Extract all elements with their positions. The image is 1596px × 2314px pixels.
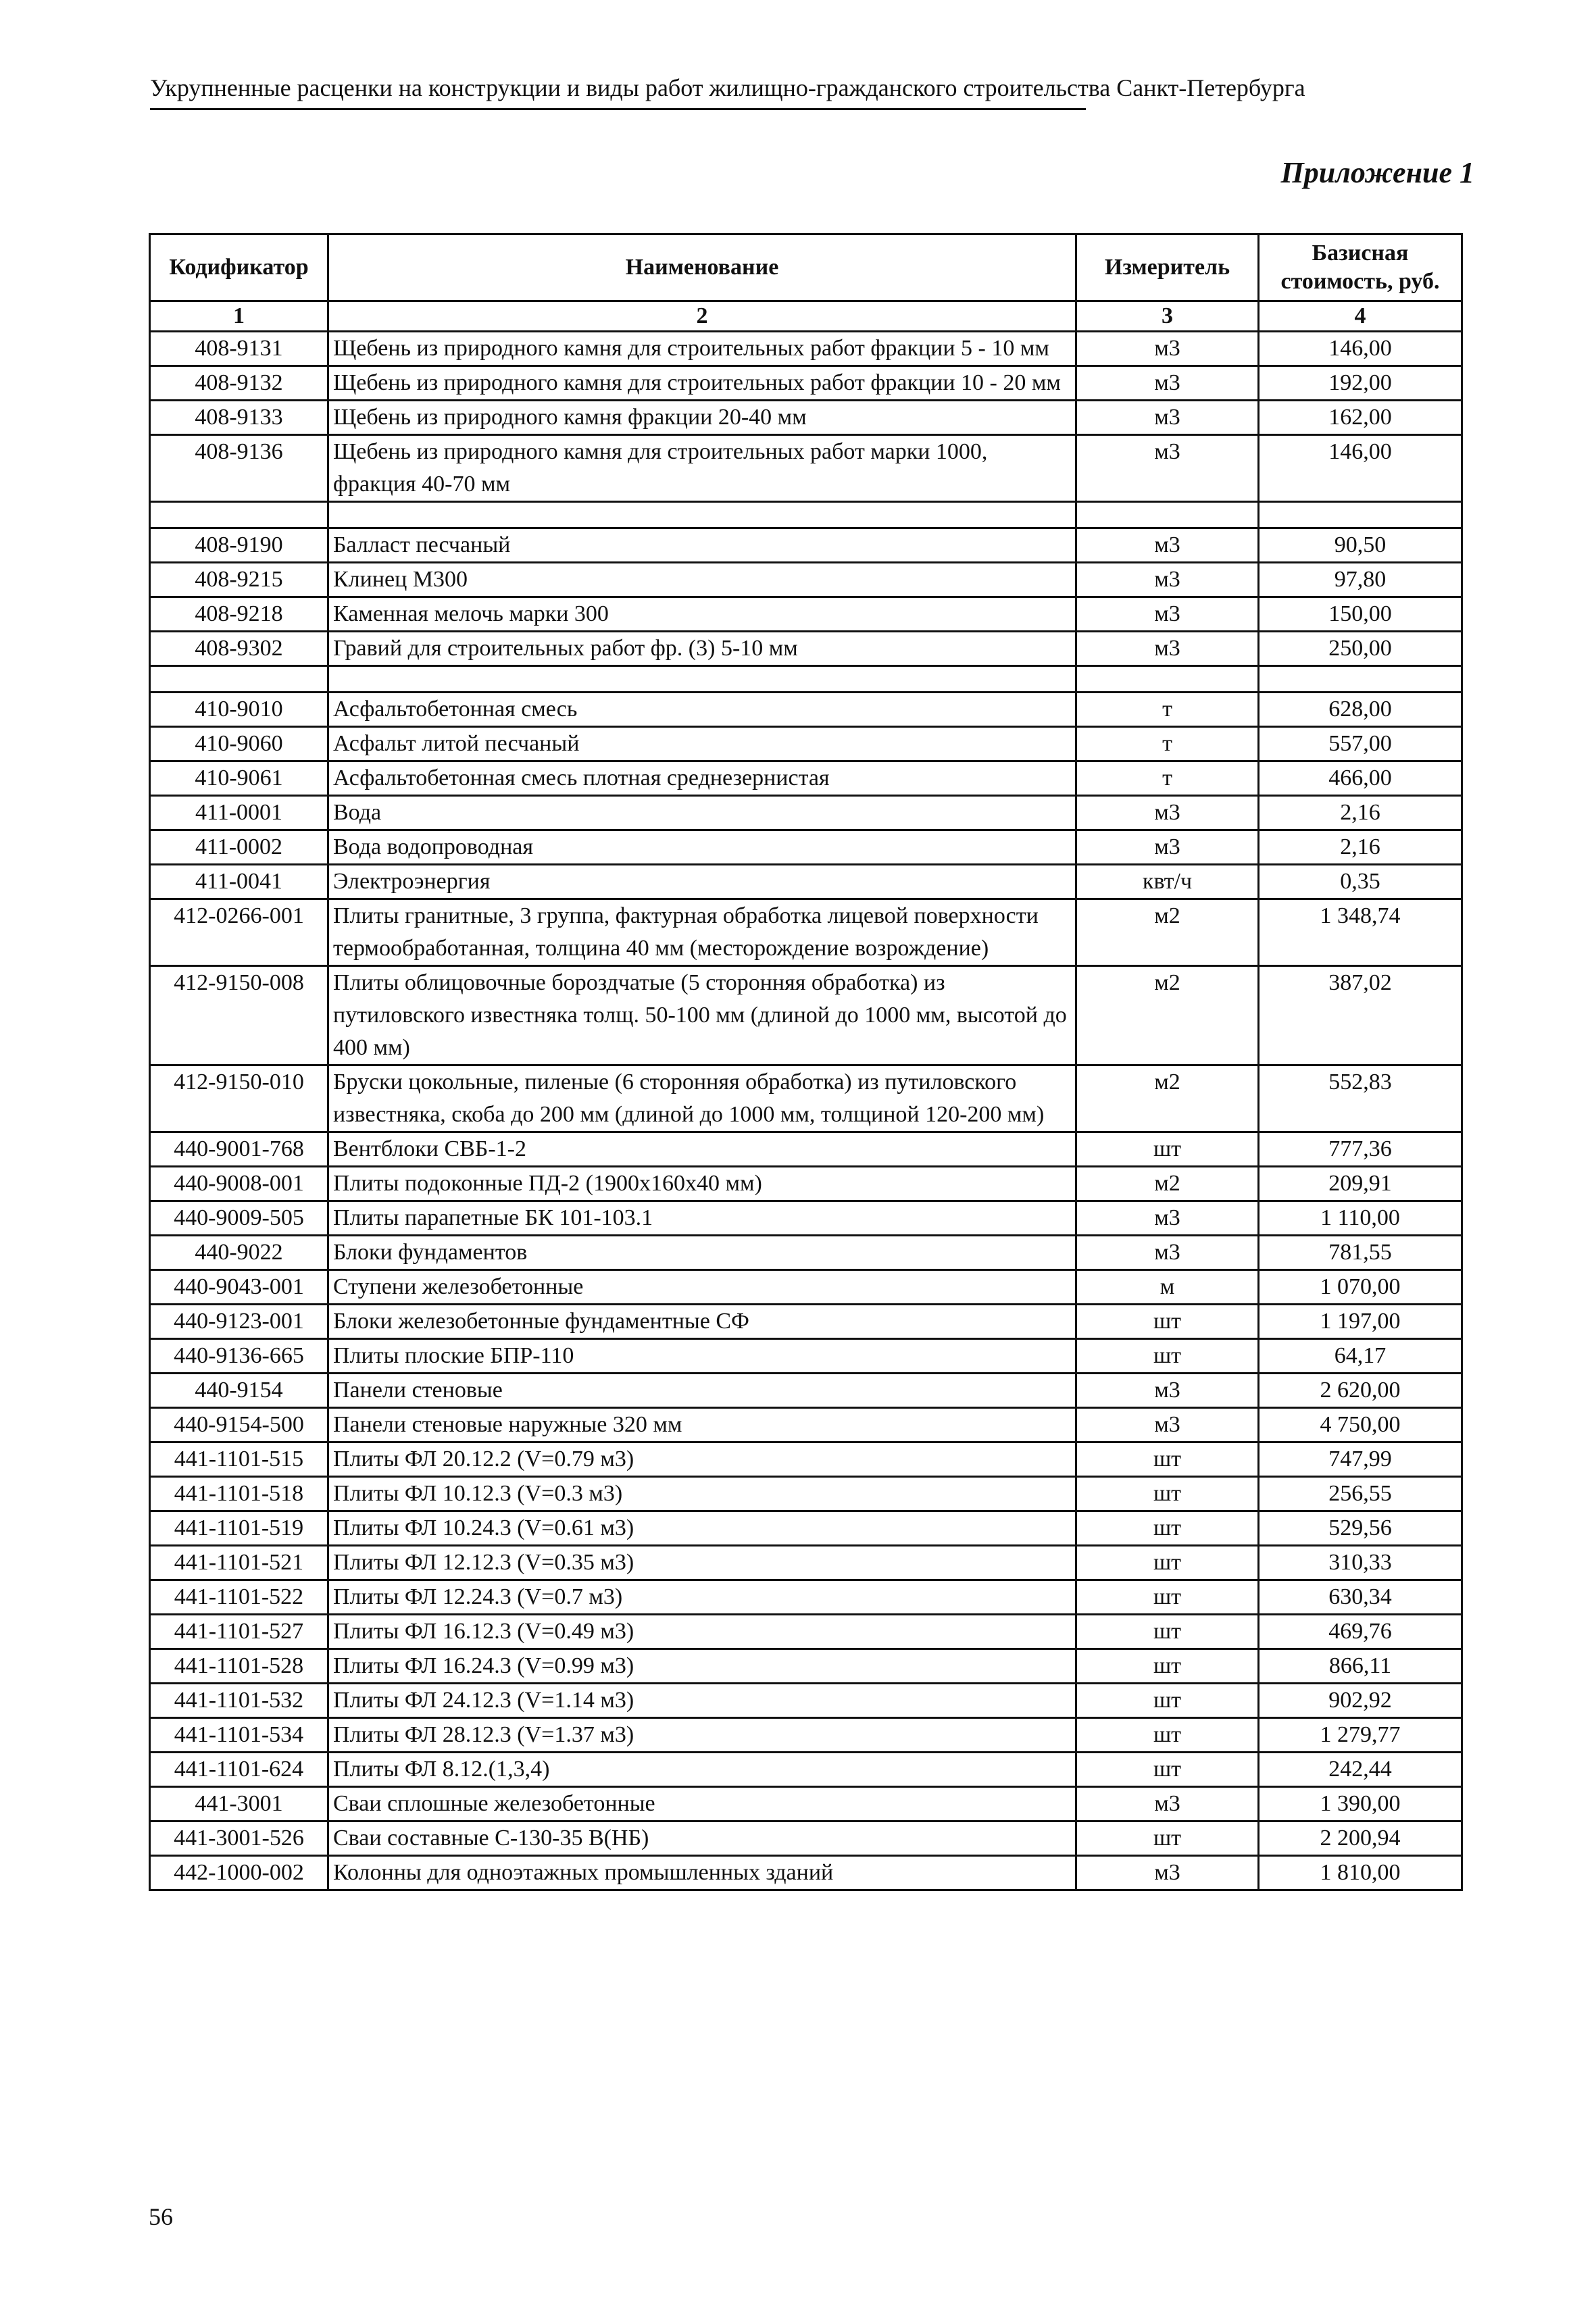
row-cost: 146,00 xyxy=(1259,435,1462,502)
row-name: Плиты ФЛ 16.24.3 (V=0.99 м3) xyxy=(328,1649,1076,1684)
row-unit: м3 xyxy=(1076,528,1259,563)
row-name: Вода xyxy=(328,796,1076,830)
empty-cell xyxy=(150,502,328,528)
table-row xyxy=(150,435,1462,502)
row-unit: м3 xyxy=(1076,1201,1259,1236)
row-name: Колонны для одноэтажных промышленных зданий xyxy=(328,1856,1076,1890)
table-row xyxy=(150,796,1462,830)
row-unit: шт xyxy=(1076,1339,1259,1374)
row-name: Асфальт литой песчаный xyxy=(328,727,1076,761)
row-unit: шт xyxy=(1076,1615,1259,1649)
column-header-name: Наименование xyxy=(328,234,1076,301)
row-cost: 2 200,94 xyxy=(1259,1821,1462,1856)
table-row xyxy=(150,865,1462,899)
row-name: Плиты ФЛ 24.12.3 (V=1.14 м3) xyxy=(328,1684,1076,1718)
row-code: 408-9218 xyxy=(150,597,328,632)
row-code: 441-1101-528 xyxy=(150,1649,328,1684)
row-unit: м3 xyxy=(1076,830,1259,865)
table-row xyxy=(150,966,1462,1065)
column-number: 1 xyxy=(150,301,328,332)
row-cost: 150,00 xyxy=(1259,597,1462,632)
table-row xyxy=(150,401,1462,435)
row-cost: 209,91 xyxy=(1259,1167,1462,1201)
row-code: 408-9190 xyxy=(150,528,328,563)
row-unit: шт xyxy=(1076,1580,1259,1615)
table-spacer-row xyxy=(150,502,1462,528)
row-code: 440-9154 xyxy=(150,1374,328,1408)
row-cost: 4 750,00 xyxy=(1259,1408,1462,1442)
table-row xyxy=(150,528,1462,563)
row-name: Асфальтобетонная смесь xyxy=(328,693,1076,727)
table-row xyxy=(150,727,1462,761)
row-cost: 146,00 xyxy=(1259,332,1462,366)
row-unit: м3 xyxy=(1076,332,1259,366)
row-cost: 466,00 xyxy=(1259,761,1462,796)
row-name: Щебень из природного камня для строительных работ фракции 10 - 20 мм xyxy=(328,366,1076,401)
row-name: Щебень из природного камня фракции 20-40 мм xyxy=(328,401,1076,435)
row-code: 408-9136 xyxy=(150,435,328,502)
row-cost: 529,56 xyxy=(1259,1511,1462,1546)
table-row xyxy=(150,1236,1462,1270)
row-name: Плиты ФЛ 12.24.3 (V=0.7 м3) xyxy=(328,1580,1076,1615)
row-cost: 1 390,00 xyxy=(1259,1787,1462,1821)
row-unit: шт xyxy=(1076,1684,1259,1718)
empty-cell xyxy=(1259,666,1462,693)
row-cost: 1 110,00 xyxy=(1259,1201,1462,1236)
row-name: Гравий для строительных работ фр. (3) 5-10 мм xyxy=(328,632,1076,666)
row-name: Блоки железобетонные фундаментные СФ xyxy=(328,1305,1076,1339)
table-row xyxy=(150,1339,1462,1374)
row-cost: 1 070,00 xyxy=(1259,1270,1462,1305)
row-cost: 866,11 xyxy=(1259,1649,1462,1684)
page-number: 56 xyxy=(149,2203,173,2230)
row-code: 411-0001 xyxy=(150,796,328,830)
row-code: 441-1101-624 xyxy=(150,1753,328,1787)
row-cost: 552,83 xyxy=(1259,1065,1462,1132)
table-row xyxy=(150,1065,1462,1132)
row-unit: шт xyxy=(1076,1511,1259,1546)
row-name: Плиты облицовочные бороздчатые (5 сторонняя обработка) из путиловского известняка толщ. 50-100 мм (длиной до 1000 мм, высотой до 400 мм) xyxy=(328,966,1076,1065)
row-unit: м2 xyxy=(1076,899,1259,966)
column-number: 3 xyxy=(1076,301,1259,332)
row-cost: 628,00 xyxy=(1259,693,1462,727)
table-row xyxy=(150,1477,1462,1511)
row-name: Сваи сплошные железобетонные xyxy=(328,1787,1076,1821)
row-unit: м3 xyxy=(1076,597,1259,632)
row-code: 442-1000-002 xyxy=(150,1856,328,1890)
row-code: 408-9215 xyxy=(150,563,328,597)
row-code: 410-9010 xyxy=(150,693,328,727)
row-code: 441-1101-518 xyxy=(150,1477,328,1511)
row-name: Блоки фундаментов xyxy=(328,1236,1076,1270)
row-code: 408-9131 xyxy=(150,332,328,366)
table-row xyxy=(150,597,1462,632)
table-row xyxy=(150,1580,1462,1615)
table-row xyxy=(150,899,1462,966)
row-code: 408-9133 xyxy=(150,401,328,435)
row-unit: шт xyxy=(1076,1753,1259,1787)
row-name: Каменная мелочь марки 300 xyxy=(328,597,1076,632)
row-code: 440-9009-505 xyxy=(150,1201,328,1236)
row-unit: м3 xyxy=(1076,401,1259,435)
running-header: Укрупненные расценки на конструкции и виды работ жилищно-гражданского строительства Санкт-Петербурга xyxy=(150,74,1305,101)
row-name: Плиты парапетные БК 101-103.1 xyxy=(328,1201,1076,1236)
column-header-unit: Измеритель xyxy=(1076,234,1259,301)
table-row xyxy=(150,563,1462,597)
row-cost: 2,16 xyxy=(1259,830,1462,865)
table-row xyxy=(150,761,1462,796)
row-cost: 1 279,77 xyxy=(1259,1718,1462,1753)
row-name: Бруски цокольные, пиленые (6 сторонняя обработка) из путиловского известняка, скоба до 200 мм (длиной до 1000 мм, толщиной 120-200 мм) xyxy=(328,1065,1076,1132)
row-unit: м3 xyxy=(1076,1374,1259,1408)
row-name: Плиты ФЛ 8.12.(1,3,4) xyxy=(328,1753,1076,1787)
row-unit: м3 xyxy=(1076,796,1259,830)
table-row xyxy=(150,1270,1462,1305)
row-code: 441-1101-534 xyxy=(150,1718,328,1753)
row-unit: шт xyxy=(1076,1305,1259,1339)
row-cost: 630,34 xyxy=(1259,1580,1462,1615)
row-unit: т xyxy=(1076,693,1259,727)
row-code: 412-9150-008 xyxy=(150,966,328,1065)
table-row xyxy=(150,1546,1462,1580)
table-row xyxy=(150,1442,1462,1477)
row-name: Клинец М300 xyxy=(328,563,1076,597)
row-name: Вода водопроводная xyxy=(328,830,1076,865)
table-row xyxy=(150,1167,1462,1201)
row-unit: шт xyxy=(1076,1546,1259,1580)
row-name: Сваи составные С-130-35 В(НБ) xyxy=(328,1821,1076,1856)
table-row xyxy=(150,1305,1462,1339)
row-code: 440-9154-500 xyxy=(150,1408,328,1442)
row-unit: т xyxy=(1076,727,1259,761)
row-cost: 0,35 xyxy=(1259,865,1462,899)
row-name: Плиты подоконные ПД-2 (1900x160x40 мм) xyxy=(328,1167,1076,1201)
row-cost: 1 810,00 xyxy=(1259,1856,1462,1890)
row-code: 440-9123-001 xyxy=(150,1305,328,1339)
row-unit: м3 xyxy=(1076,435,1259,502)
row-cost: 192,00 xyxy=(1259,366,1462,401)
row-cost: 557,00 xyxy=(1259,727,1462,761)
row-code: 440-9008-001 xyxy=(150,1167,328,1201)
row-unit: т xyxy=(1076,761,1259,796)
row-code: 441-1101-527 xyxy=(150,1615,328,1649)
row-unit: шт xyxy=(1076,1821,1259,1856)
row-name: Плиты ФЛ 10.24.3 (V=0.61 м3) xyxy=(328,1511,1076,1546)
row-unit: шт xyxy=(1076,1477,1259,1511)
row-name: Панели стеновые наружные 320 мм xyxy=(328,1408,1076,1442)
row-unit: м3 xyxy=(1076,1408,1259,1442)
row-cost: 2 620,00 xyxy=(1259,1374,1462,1408)
table-row xyxy=(150,332,1462,366)
row-name: Плиты гранитные, 3 группа, фактурная обработка лицевой поверхности термообработанная, толщина 40 мм (месторождение возрождение) xyxy=(328,899,1076,966)
table-row xyxy=(150,366,1462,401)
table-row xyxy=(150,1718,1462,1753)
row-unit: шт xyxy=(1076,1718,1259,1753)
row-cost: 1 348,74 xyxy=(1259,899,1462,966)
table-row xyxy=(150,830,1462,865)
row-cost: 310,33 xyxy=(1259,1546,1462,1580)
row-code: 441-1101-519 xyxy=(150,1511,328,1546)
row-cost: 2,16 xyxy=(1259,796,1462,830)
table-row xyxy=(150,1787,1462,1821)
row-code: 441-1101-532 xyxy=(150,1684,328,1718)
column-header-code: Кодификатор xyxy=(150,234,328,301)
row-cost: 90,50 xyxy=(1259,528,1462,563)
row-name: Панели стеновые xyxy=(328,1374,1076,1408)
empty-cell xyxy=(1259,502,1462,528)
row-unit: шт xyxy=(1076,1132,1259,1167)
row-cost: 781,55 xyxy=(1259,1236,1462,1270)
row-name: Плиты ФЛ 12.12.3 (V=0.35 м3) xyxy=(328,1546,1076,1580)
column-number: 2 xyxy=(328,301,1076,332)
row-unit: шт xyxy=(1076,1649,1259,1684)
table-row xyxy=(150,1408,1462,1442)
table-row xyxy=(150,632,1462,666)
row-cost: 97,80 xyxy=(1259,563,1462,597)
price-table xyxy=(149,233,1463,1891)
row-name: Электроэнергия xyxy=(328,865,1076,899)
row-unit: квт/ч xyxy=(1076,865,1259,899)
row-cost: 902,92 xyxy=(1259,1684,1462,1718)
row-unit: м3 xyxy=(1076,366,1259,401)
row-cost: 747,99 xyxy=(1259,1442,1462,1477)
table-row xyxy=(150,1856,1462,1890)
row-code: 441-3001 xyxy=(150,1787,328,1821)
row-code: 441-3001-526 xyxy=(150,1821,328,1856)
row-cost: 469,76 xyxy=(1259,1615,1462,1649)
row-code: 440-9022 xyxy=(150,1236,328,1270)
table-row xyxy=(150,1615,1462,1649)
row-name: Плиты ФЛ 28.12.3 (V=1.37 м3) xyxy=(328,1718,1076,1753)
row-name: Щебень из природного камня для строительных работ марки 1000, фракция 40-70 мм xyxy=(328,435,1076,502)
row-code: 412-0266-001 xyxy=(150,899,328,966)
row-unit: м2 xyxy=(1076,1167,1259,1201)
empty-cell xyxy=(1076,502,1259,528)
table-row xyxy=(150,1374,1462,1408)
row-unit: м3 xyxy=(1076,1236,1259,1270)
row-cost: 250,00 xyxy=(1259,632,1462,666)
row-name: Ступени железобетонные xyxy=(328,1270,1076,1305)
row-code: 440-9043-001 xyxy=(150,1270,328,1305)
row-cost: 64,17 xyxy=(1259,1339,1462,1374)
row-name: Балласт песчаный xyxy=(328,528,1076,563)
table-spacer-row xyxy=(150,666,1462,693)
row-cost: 777,36 xyxy=(1259,1132,1462,1167)
row-unit: м3 xyxy=(1076,1856,1259,1890)
row-name: Асфальтобетонная смесь плотная среднезернистая xyxy=(328,761,1076,796)
table-row xyxy=(150,1649,1462,1684)
row-cost: 242,44 xyxy=(1259,1753,1462,1787)
table-row xyxy=(150,693,1462,727)
row-cost: 256,55 xyxy=(1259,1477,1462,1511)
row-code: 410-9060 xyxy=(150,727,328,761)
table-row xyxy=(150,1753,1462,1787)
row-code: 440-9001-768 xyxy=(150,1132,328,1167)
row-unit: м3 xyxy=(1076,563,1259,597)
row-code: 408-9302 xyxy=(150,632,328,666)
row-code: 441-1101-522 xyxy=(150,1580,328,1615)
table-row xyxy=(150,1821,1462,1856)
row-cost: 162,00 xyxy=(1259,401,1462,435)
row-cost: 1 197,00 xyxy=(1259,1305,1462,1339)
empty-cell xyxy=(150,666,328,693)
row-unit: м2 xyxy=(1076,966,1259,1065)
row-name: Вентблоки СВБ-1-2 xyxy=(328,1132,1076,1167)
appendix-label: Приложение 1 xyxy=(1280,156,1474,189)
row-code: 408-9132 xyxy=(150,366,328,401)
table-row xyxy=(150,1132,1462,1167)
row-unit: м xyxy=(1076,1270,1259,1305)
row-name: Плиты ФЛ 16.12.3 (V=0.49 м3) xyxy=(328,1615,1076,1649)
table-row xyxy=(150,1511,1462,1546)
table-row xyxy=(150,1684,1462,1718)
row-cost: 387,02 xyxy=(1259,966,1462,1065)
row-unit: м3 xyxy=(1076,632,1259,666)
price-table-body xyxy=(150,332,1462,1890)
row-code: 440-9136-665 xyxy=(150,1339,328,1374)
row-name: Щебень из природного камня для строительных работ фракции 5 - 10 мм xyxy=(328,332,1076,366)
row-unit: м2 xyxy=(1076,1065,1259,1132)
row-code: 411-0002 xyxy=(150,830,328,865)
header-rule xyxy=(150,108,1086,110)
row-code: 441-1101-515 xyxy=(150,1442,328,1477)
empty-cell xyxy=(328,666,1076,693)
row-name: Плиты ФЛ 10.12.3 (V=0.3 м3) xyxy=(328,1477,1076,1511)
row-name: Плиты плоские БПР-110 xyxy=(328,1339,1076,1374)
empty-cell xyxy=(328,502,1076,528)
column-header-cost: Базисная стоимость, руб. xyxy=(1259,234,1462,301)
row-code: 441-1101-521 xyxy=(150,1546,328,1580)
empty-cell xyxy=(1076,666,1259,693)
table-row xyxy=(150,1201,1462,1236)
row-name: Плиты ФЛ 20.12.2 (V=0.79 м3) xyxy=(328,1442,1076,1477)
row-code: 412-9150-010 xyxy=(150,1065,328,1132)
row-code: 410-9061 xyxy=(150,761,328,796)
row-unit: м3 xyxy=(1076,1787,1259,1821)
column-number: 4 xyxy=(1259,301,1462,332)
row-unit: шт xyxy=(1076,1442,1259,1477)
row-code: 411-0041 xyxy=(150,865,328,899)
